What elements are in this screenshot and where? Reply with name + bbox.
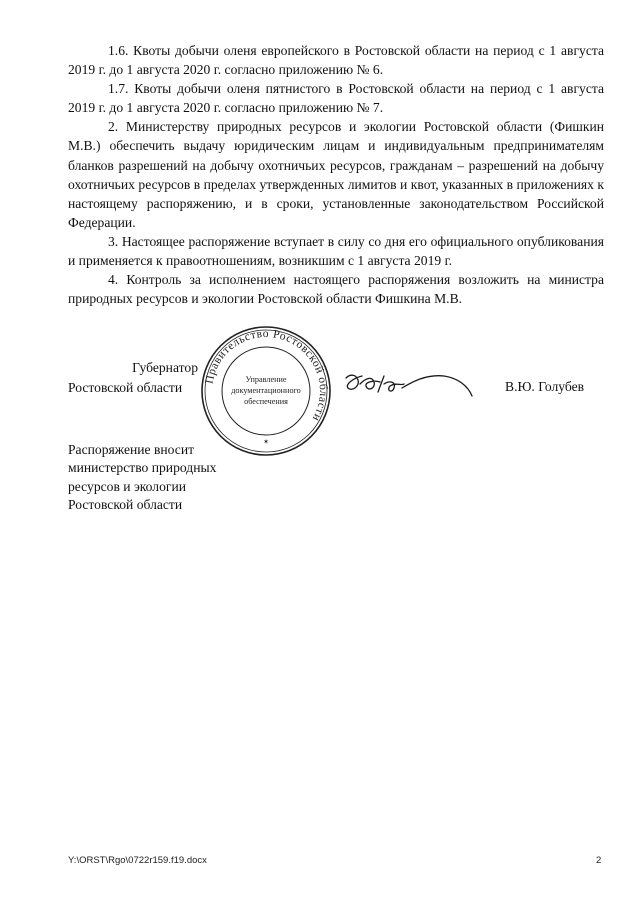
issuer-line: министерство природных <box>68 460 217 476</box>
issuer-line: Ростовской области <box>68 497 183 513</box>
paragraph-3: 3. Настоящее распоряжение вступает в силу со дня его официального опубликования и применяется к правоотношениям, возникшим с 1 августа 2019 г. <box>68 233 604 269</box>
footer-file-path: Y:\ORST\Rgo\0722r159.f19.docx <box>68 855 207 866</box>
paragraph-1-7: 1.7. Квоты добычи оленя пятнистого в Ростовской области на период с 1 августа 2019 г. до 1 августа 2020 г. согласно приложению № 7. <box>68 81 604 116</box>
official-seal <box>199 324 333 458</box>
issuer-line: Распоряжение вносит <box>68 442 195 457</box>
seal-center-line-3: обеспечения <box>244 397 288 406</box>
seal-center-line-2: документационного <box>231 386 301 395</box>
paragraph-4: 4. Контроль за исполнением настоящего распоряжения возложить на министра природных ресурсов и экологии Ростовской области Фишкина М.В. <box>68 272 604 307</box>
paragraph-1-6: 1.6. Квоты добычи оленя европейского в Ростовской области на период с 1 августа 2019 г. до 1 августа 2020 г. согласно приложению № 6. <box>68 43 604 78</box>
position-region: Ростовской области <box>68 380 183 395</box>
handwritten-signature <box>340 364 480 404</box>
page-number: 2 <box>596 855 602 866</box>
paragraph-2: 2. Министерству природных ресурсов и экологии Ростовской области (Фишкин М.В.) обеспечить выдачу юридическим лицам и индивидуальным предпринимателям бланков разрешений на добычу охотничьих ресурсов, гражданам – разрешений на добычу охотничьих ресурсов в пределах утвержденных лимитов и квот, указанных в приложениях к настоящему распоряжению, и в сроки, установленные законодательством Российской Федерации. <box>68 119 604 230</box>
issuer-line: ресурсов и экологии <box>68 478 187 494</box>
seal-ring-text: Правительство Ростовской области <box>203 327 330 424</box>
seal-center-line-1: Управление <box>245 375 287 384</box>
body-text <box>68 41 604 308</box>
seal-star-icon: ✶ <box>263 438 269 446</box>
position-title: Губернатор <box>132 360 198 375</box>
signatory-position <box>68 358 208 398</box>
signatory-name: В.Ю. Голубев <box>505 379 585 394</box>
issuer-note <box>68 441 288 515</box>
